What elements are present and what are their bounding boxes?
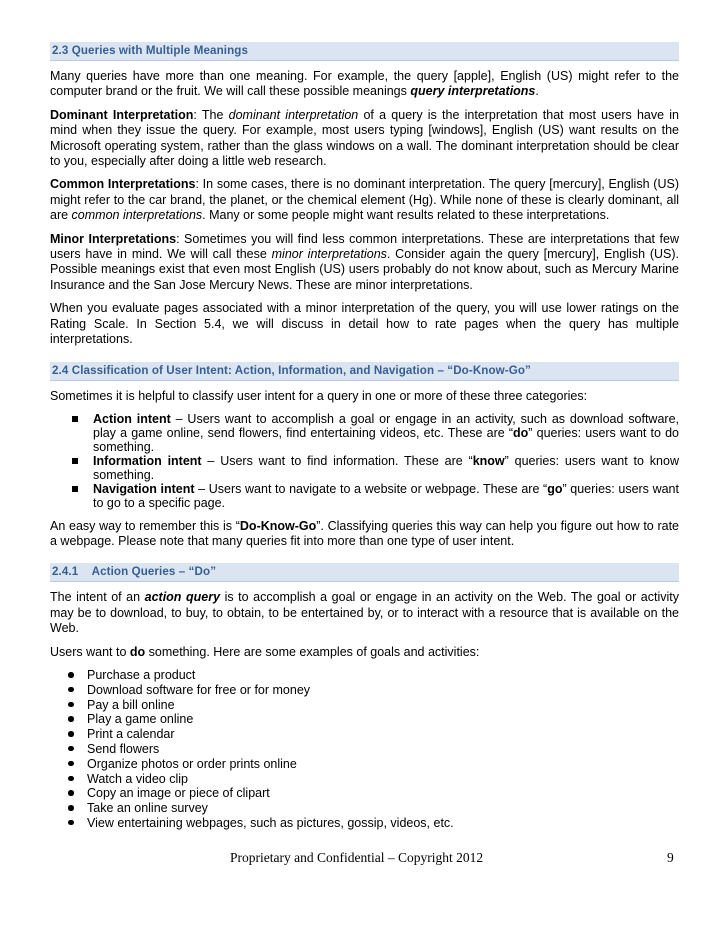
section-heading-2-4-1: 2.4.1 Action Queries – “Do” (50, 563, 679, 582)
page-footer (0, 850, 728, 870)
square-bullet-icon (72, 416, 78, 422)
list-item: View entertaining webpages, such as pictures, gossip, videos, etc. (50, 816, 679, 831)
list-item: Purchase a product (50, 668, 679, 683)
bullet-icon (68, 776, 74, 782)
list-item: Information intent – Users want to find information. These are “know” queries: users want to know something. (50, 454, 679, 482)
paragraph-multiple-meanings: Many queries have more than one meaning. For example, the query [apple], English (US) might refer to the computer brand or the fruit. We will call these possible meanings query interpretations. (50, 69, 679, 99)
square-bullet-icon (72, 458, 78, 464)
list-item: Navigation intent – Users want to navigate to a website or webpage. These are “go” queries: users want to go to a specific page. (50, 482, 679, 510)
list-item: Watch a video clip (50, 772, 679, 787)
page-number: 9 (667, 850, 674, 865)
bullet-icon (68, 716, 74, 722)
examples-list (50, 668, 679, 831)
footer-copyright: Proprietary and Confidential – Copyright 2012 (230, 850, 484, 865)
paragraph-common-interpretations: Common Interpretations: In some cases, there is no dominant interpretation. The query [mercury], English (US) might refer to the car brand, the planet, or the chemical element (Hg). While none of these is clearly dominant, all are common interpretations. Many or some people might want results related to these interpretations. (50, 177, 679, 223)
list-item: Pay a bill online (50, 698, 679, 713)
paragraph-minor-interpretations: Minor Interpretations: Sometimes you will find less common interpretations. These are interpretations that few users have in mind. We will call these minor interpretations. Consider again the query [mercury], English (US). Possible meanings exist that even most English (US) users probably do not know about, such as Mercury Marine Insurance and the San Jose Mercury News. These are minor interpretations. (50, 231, 679, 292)
list-item: Print a calendar (50, 727, 679, 742)
bullet-icon (68, 761, 74, 767)
bullet-icon (68, 820, 74, 826)
list-item: Download software for free or for money (50, 683, 679, 698)
bullet-icon (68, 702, 74, 708)
bullet-icon (68, 672, 74, 678)
paragraph-dominant-interpretation: Dominant Interpretation: The dominant interpretation of a query is the interpretation that most users have in mind when they issue the query. For example, most users typing [windows], English (US) want results on the Microsoft operating system, rather than the glass windows on a wall. The dominant interpretation should be clear to you, especially after doing a little web research. (50, 107, 680, 169)
list-item: Take an online survey (50, 801, 679, 816)
paragraph-intent-intro: Sometimes it is helpful to classify user intent for a query in one or more of these three categories: (50, 388, 588, 403)
paragraph-action-query: The intent of an action query is to accomplish a goal or engage in an activity on the Web. The goal or activity may be to download, to buy, to obtain, to be entertained by, or to interact with a resource that is available on the Web. (50, 590, 679, 636)
paragraph-do-know-go: An easy way to remember this is “Do-Know-Go”. Classifying queries this way can help you figure out how to rate a webpage. Please note that many queries fit into more than one type of user intent. (50, 518, 679, 548)
paragraph-rating-note: When you evaluate pages associated with a minor interpretation of the query, you will use lower ratings on the Rating Scale. In Section 5.4, we will discuss in detail how to rate pages when the query has multiple interpretations. (50, 301, 679, 347)
bullet-icon (68, 687, 74, 693)
list-item: Organize photos or order prints online (50, 757, 679, 772)
bullet-icon (68, 746, 74, 752)
list-item: Copy an image or piece of clipart (50, 786, 679, 801)
list-item: Action intent – Users want to accomplish a goal or engage in an activity, such as download software, play a game online, send flowers, find entertaining videos, etc. These are “do” queries: users want to do something. (50, 412, 679, 454)
paragraph-examples-intro: Users want to do something. Here are some examples of goals and activities: (50, 644, 480, 659)
section-heading-2-4: 2.4 Classification of User Intent: Action, Information, and Navigation – “Do-Know-Go” (50, 362, 679, 381)
bullet-icon (68, 805, 74, 811)
intent-list (50, 412, 679, 511)
section-heading-2-3: 2.3 Queries with Multiple Meanings (50, 42, 679, 61)
list-item: Send flowers (50, 742, 679, 757)
list-item: Play a game online (50, 712, 679, 727)
square-bullet-icon (72, 486, 78, 492)
bullet-icon (68, 790, 74, 796)
document-page (50, 42, 679, 831)
bullet-icon (68, 731, 74, 737)
